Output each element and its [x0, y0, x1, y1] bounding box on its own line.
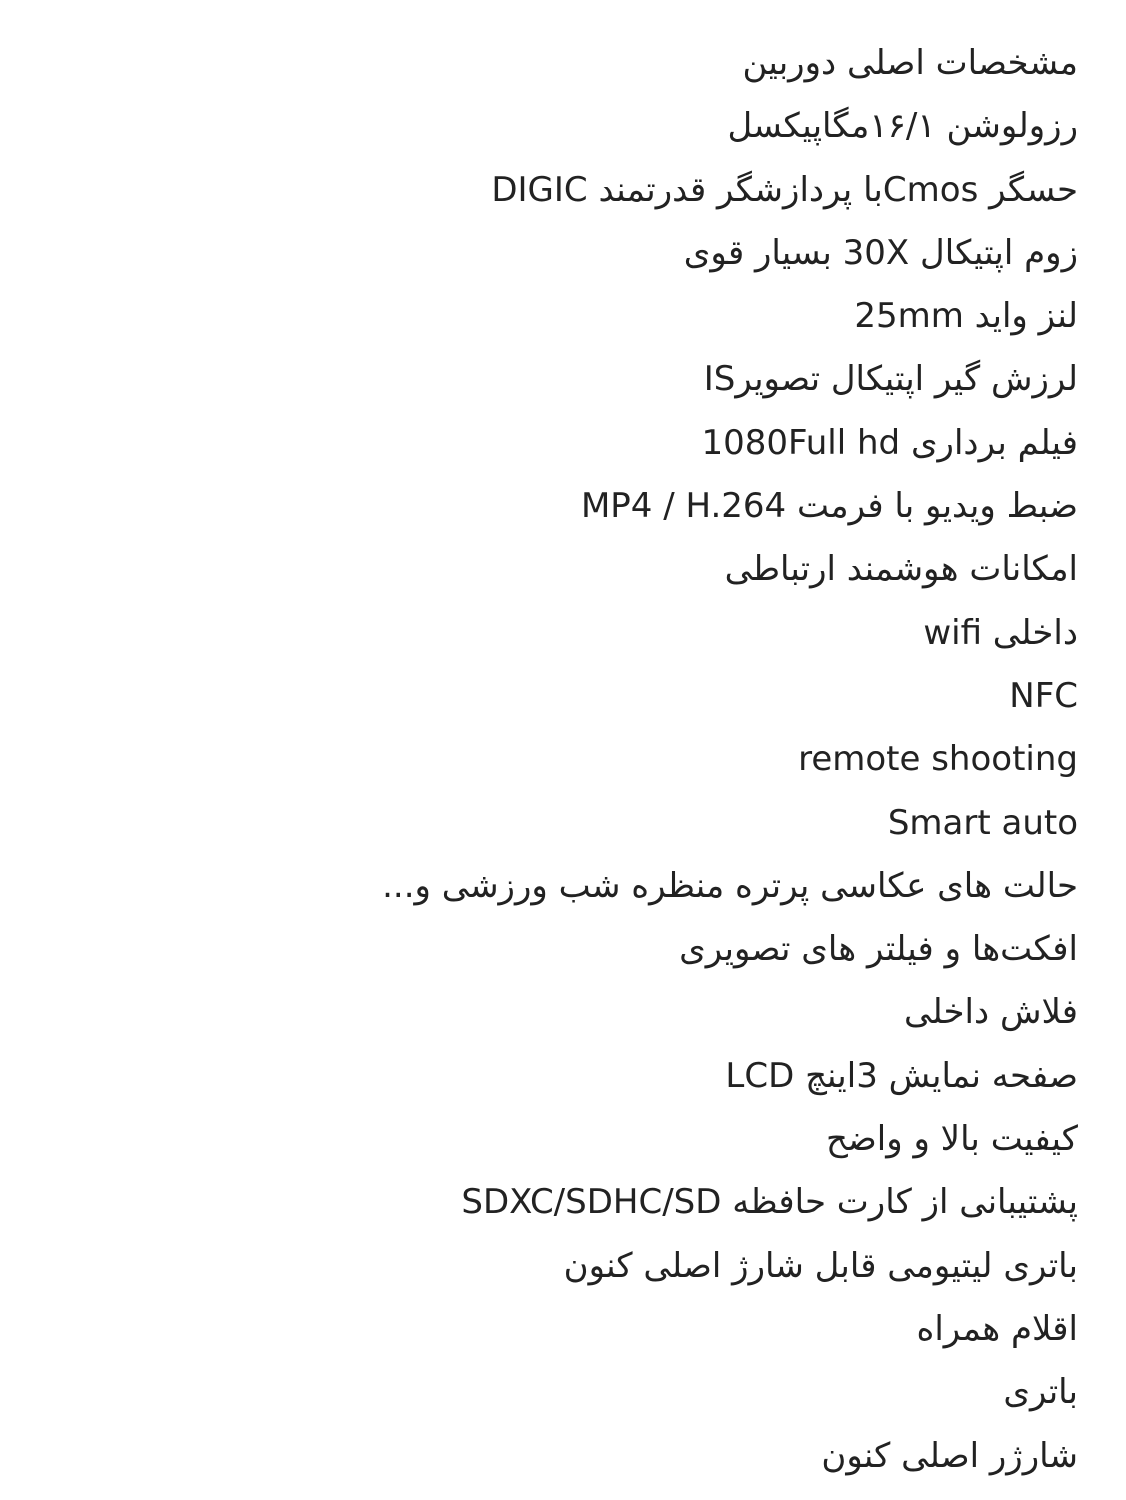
spec-resolution: رزولوشن ۱۶/۱مگاپیکسل [727, 106, 1078, 147]
spec-remote-shooting: remote shooting [798, 739, 1078, 780]
spec-sensor: حسگر Cmosبا پردازشگر قدرتمند DIGIC [491, 169, 1078, 210]
spec-battery: باتری لیتیومی قابل شارژ اصلی کنون [563, 1245, 1078, 1286]
spec-connectivity-heading: امکانات هوشمند ارتباطی [724, 549, 1078, 590]
spec-wifi: داخلی wifi [923, 612, 1078, 653]
spec-included-charger: شارژر اصلی کنون [821, 1435, 1078, 1476]
spec-included-heading: اقلام همراه [916, 1308, 1078, 1349]
spec-effects: افکت‌ها و فیلتر های تصویری [679, 929, 1078, 970]
spec-memory-card: پشتیبانی از کارت حافظه SDXC/SDHC/SD [461, 1182, 1078, 1223]
spec-smart-auto: Smart auto [887, 802, 1078, 843]
spec-zoom: زوم اپتیکال 30X بسیار قوی [683, 232, 1078, 273]
spec-flash: فلاش داخلی [903, 992, 1078, 1033]
spec-list [48, 32, 1078, 1488]
spec-included-battery: باتری [1003, 1372, 1078, 1413]
spec-stabilizer: لرزش گیر اپتیکال تصویرIS [703, 359, 1078, 400]
spec-heading: مشخصات اصلی دوربین [742, 43, 1078, 83]
spec-lens: لنز واید 25mm [854, 296, 1078, 337]
spec-nfc: NFC [1009, 675, 1078, 716]
spec-quality: کیفیت بالا و واضح [825, 1119, 1078, 1160]
spec-video-format: ضبط ویدیو با فرمت MP4 / H.264 [580, 486, 1078, 527]
spec-video: فیلم برداری 1080Full hd [701, 422, 1078, 463]
spec-display: صفحه نمایش 3اینچ LCD [725, 1055, 1078, 1096]
spec-shooting-modes: حالت های عکاسی پرتره منظره شب ورزشی و... [382, 865, 1078, 906]
